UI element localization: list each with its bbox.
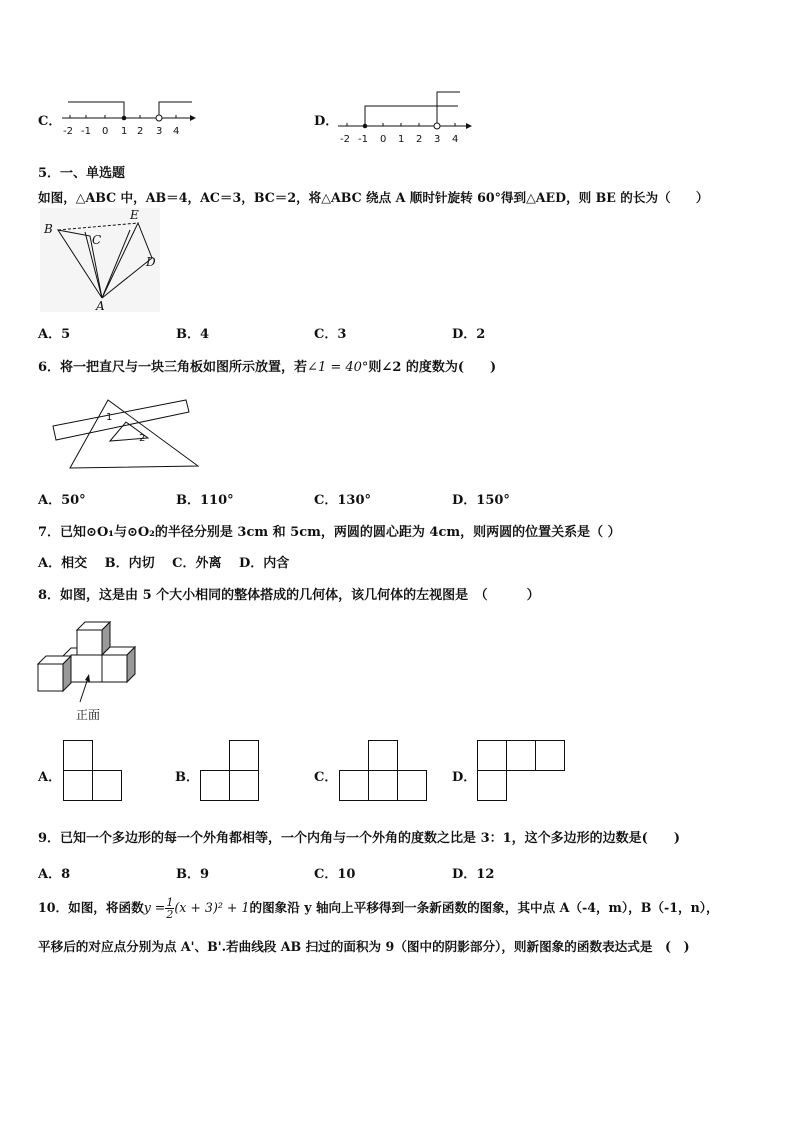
q9-text: 9．已知一个多边形的每一个外角都相等，一个内角与一个外角的度数之比是 3：1，这个多边形的边数是( ): [38, 831, 680, 846]
label-e: E: [130, 208, 139, 222]
option-d-label: D．: [314, 114, 339, 129]
q8-option-a-label: A．: [38, 770, 62, 785]
tick-label: 1: [121, 126, 128, 137]
q5-option-b: B．4: [176, 327, 210, 342]
q9-option-d: D．12: [452, 867, 495, 882]
q6-option-c: C．130°: [314, 493, 371, 508]
q8-option-b-label: B．: [175, 770, 199, 785]
q8-option-c-label: C．: [314, 770, 338, 785]
q7-text: 7．已知⊙O₁与⊙O₂的半径分别是 3cm 和 5cm，两圆的圆心距为 4cm，则两圆的位置关系是（ ）: [38, 525, 621, 540]
q10-text-before: 10．如图，将函数: [38, 900, 144, 915]
tick-label: 2: [416, 134, 423, 145]
q8-option-c-figure: [339, 740, 429, 802]
q8-option-d-figure: [477, 740, 567, 802]
tick-label: 3: [156, 126, 163, 137]
number-line-c: [62, 96, 202, 142]
label-a: A: [96, 299, 105, 313]
open-dot: [156, 115, 162, 121]
q6-option-d: D．150°: [452, 493, 510, 508]
q8-option-d-label: D．: [452, 770, 477, 785]
q8-text: 8．如图，这是由 5 个大小相同的整体搭成的几何体，该几何体的左视图是 （ ）: [38, 588, 540, 603]
label-c: C: [92, 233, 102, 247]
option-c-label: C．: [38, 114, 62, 129]
q9-option-a: A．8: [38, 867, 71, 882]
q6-option-b: B．110°: [176, 493, 234, 508]
q5-option-a: A．5: [38, 327, 71, 342]
q6-text-before: 6．将一把直尺与一块三角板如图所示放置，若: [38, 360, 308, 375]
q6-ruler-triangle-figure: [48, 396, 208, 476]
q10-line2: 平移后的对应点分别为点 A'、B'.若曲线段 AB 扫过的面积为 9（图中的阴影部分），则新图象的函数表达式是 ( ): [38, 939, 690, 954]
angle-2-label: 2: [139, 433, 146, 444]
tick-label: 4: [452, 134, 459, 145]
tick-label: -2: [340, 134, 350, 145]
q6-option-a: A．50°: [38, 493, 86, 508]
angle-1-label: 1: [106, 412, 113, 423]
q10-fraction: [165, 897, 174, 920]
q6-text: [38, 356, 496, 375]
tick-label: -1: [358, 134, 368, 145]
q8-option-b-figure: [200, 740, 262, 802]
q7-options: A．相交 B．内切 C．外离 D．内含: [38, 556, 290, 571]
number-line-d: [338, 90, 478, 146]
q10-frac-den: 2: [166, 908, 174, 921]
tick-label: -1: [81, 126, 91, 137]
tick-label: -2: [63, 126, 73, 137]
q10-frac-num: 1: [166, 896, 174, 909]
q5-text: 如图，△ABC 中，AB＝4，AC＝3，BC＝2，将△ABC 绕点 A 顺时针旋转 60°得到△AED，则 BE 的长为（ ）: [38, 190, 709, 205]
q9-option-c: C．10: [314, 867, 356, 882]
label-d: D: [146, 255, 156, 269]
tick-label: 2: [137, 126, 144, 137]
q6-text-after: 则∠2 的度数为( ): [368, 360, 497, 375]
q6-angle: ∠1 = 40°: [307, 360, 369, 375]
q5-rotation-figure: [40, 208, 165, 314]
q5-heading: 5．一、单选题: [38, 166, 126, 181]
q5-option-d: D．2: [452, 327, 486, 342]
front-label: 正面: [76, 708, 101, 722]
label-b: B: [44, 222, 53, 236]
open-dot: [434, 123, 440, 129]
q9-option-b: B．9: [176, 867, 210, 882]
tick-label: 3: [434, 134, 441, 145]
tick-label: 1: [398, 134, 405, 145]
q5-option-c: C．3: [314, 327, 347, 342]
tick-label: 4: [173, 126, 180, 137]
solid-dot: [363, 124, 368, 129]
solid-dot: [122, 116, 127, 121]
tick-label: 0: [102, 126, 109, 137]
q10-func-suffix: (x + 3)² + 1: [174, 900, 250, 915]
q8-solid-figure: [38, 616, 148, 702]
q10-text: [38, 893, 719, 923]
tick-label: 0: [380, 134, 387, 145]
q10-func-prefix: y =: [143, 900, 166, 915]
q8-option-a-figure: [63, 740, 125, 802]
q10-text-after: 的图象沿 y 轴向上平移得到一条新函数的图象，其中点 A（-4，m），B（-1，n），: [249, 900, 719, 915]
